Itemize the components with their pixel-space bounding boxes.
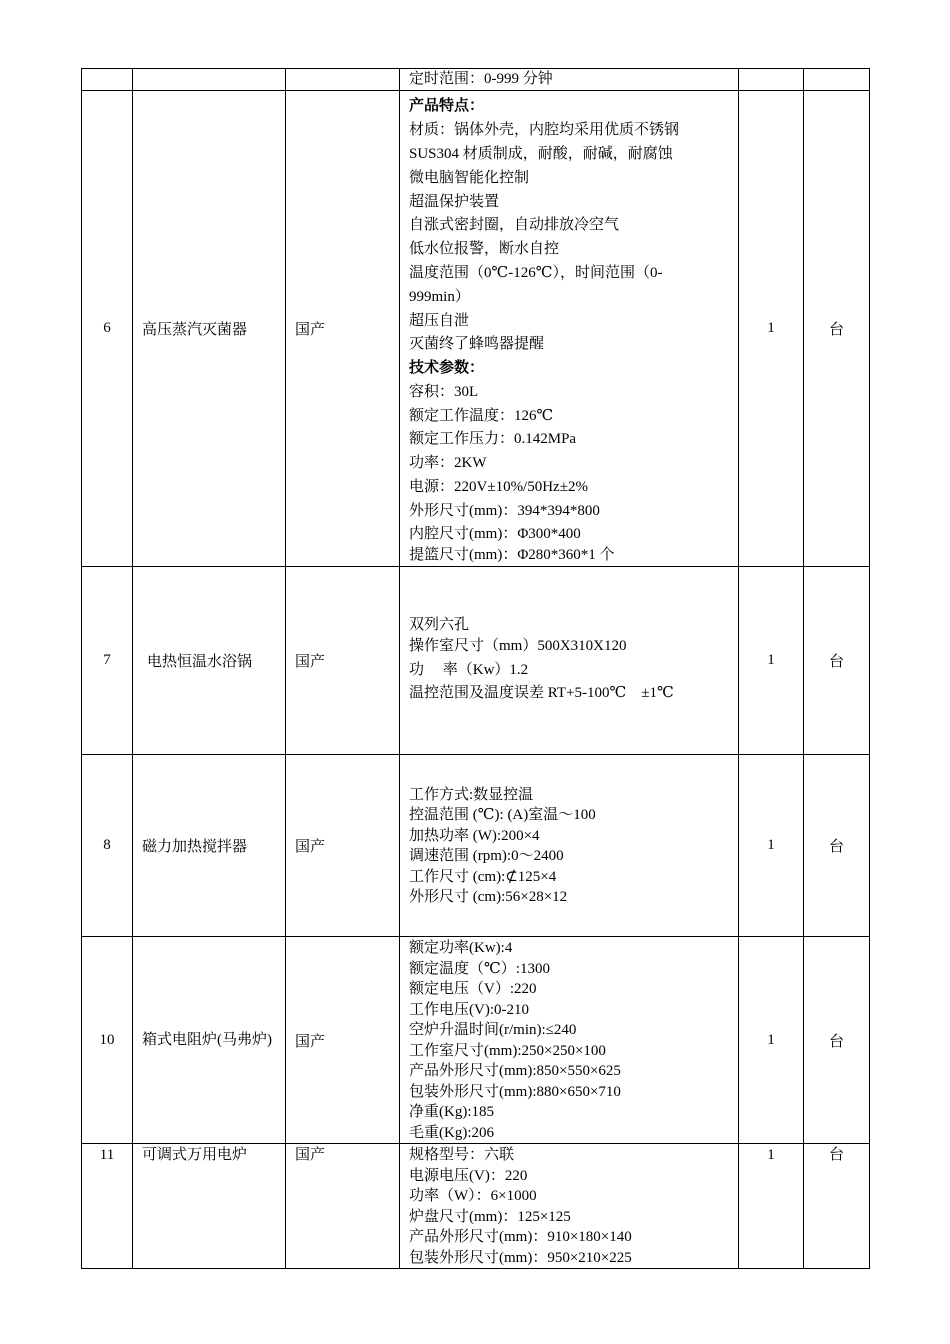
item-unit-cell: 台 (804, 1144, 870, 1269)
spec-line: 低水位报警，断水自控 (409, 241, 560, 258)
spec-line: SUS304 材质制成，耐酸，耐碱，耐腐蚀 (409, 145, 673, 162)
spec-line: 功 率（Kw）1.2 (409, 661, 529, 678)
spec-line: 产品外形尺寸(mm):850×550×625 (409, 1063, 621, 1079)
table-row (82, 567, 870, 755)
spec-line: 灭菌终了蜂鸣器提醒 (409, 336, 545, 353)
spec-line: 额定工作温度：126℃ (409, 407, 554, 424)
spec-line: 999min） (409, 288, 470, 305)
item-quantity-cell (739, 69, 804, 91)
item-name-cell (133, 69, 286, 91)
item-unit-cell (804, 69, 870, 91)
spec-line: 额定电压（V）:220 (409, 981, 537, 997)
spec-line: 规格型号：六联 (409, 1147, 515, 1163)
item-origin-cell: 国产 (286, 567, 400, 755)
spec-line: 定时范围：0-999 分钟 (409, 71, 553, 88)
item-quantity-cell: 1 (739, 91, 804, 567)
spec-line: 超温保护装置 (409, 193, 500, 210)
equipment-table (81, 68, 870, 1269)
spec-line: 超压自泄 (409, 312, 470, 329)
spec-line: 内腔尺寸(mm)：Φ300*400 (409, 525, 581, 542)
item-spec-cell (400, 567, 739, 755)
spec-line: 双列六孔 (409, 616, 470, 633)
spec-line: 包装外形尺寸(mm)：950×210×225 (409, 1249, 632, 1266)
spec-line: 工作室尺寸(mm):250×250×100 (409, 1042, 606, 1059)
item-origin-cell: 国产 (286, 937, 400, 1144)
table-row (82, 1144, 870, 1269)
item-unit-cell: 台 (804, 755, 870, 937)
item-number-cell: 7 (82, 567, 133, 755)
item-number-cell: 10 (82, 937, 133, 1144)
spec-line: 温控范围及温度误差 RT+5-100℃ ±1℃ (409, 685, 674, 702)
spec-line: 工作方式:数显控温 (409, 786, 534, 803)
item-number-cell: 6 (82, 91, 133, 567)
item-unit-cell: 台 (804, 91, 870, 567)
spec-line: 炉盘尺寸(mm)：125×125 (409, 1208, 571, 1225)
spec-line: 调速范围 (rpm):0～2400 (409, 848, 564, 864)
item-name-cell: 磁力加热搅拌器 (133, 755, 286, 937)
item-quantity-cell: 1 (739, 937, 804, 1144)
table-row (82, 755, 870, 937)
item-name-cell: 箱式电阻炉(马弗炉) (133, 937, 286, 1144)
table-row (82, 91, 870, 567)
item-name-cell: 电热恒温水浴锅 (133, 567, 286, 755)
spec-line: 控温范围 (℃): (A)室温～100 (409, 807, 596, 823)
spec-line: 功率（W）：6×1000 (409, 1188, 537, 1204)
item-origin-cell: 国产 (286, 91, 400, 567)
item-unit-cell: 台 (804, 567, 870, 755)
item-quantity-cell: 1 (739, 567, 804, 755)
spec-line: 包装外形尺寸(mm):880×650×710 (409, 1083, 621, 1100)
item-quantity-cell: 1 (739, 1144, 804, 1269)
spec-line: 电源电压(V)：220 (409, 1167, 528, 1184)
item-spec-cell (400, 755, 739, 937)
spec-line: 净重(Kg):185 (409, 1104, 494, 1120)
item-number-cell (82, 69, 133, 91)
item-origin-cell: 国产 (286, 755, 400, 937)
table-row (82, 69, 870, 91)
spec-line: 提篮尺寸(mm)：Φ280*360*1 个 (409, 546, 615, 563)
spec-line: 温度范围（0℃-126℃），时间范围（0- (409, 264, 663, 281)
spec-heading: 产品特点： (409, 98, 485, 115)
spec-line: 外形尺寸 (cm):56×28×12 (409, 889, 568, 905)
spec-line: 空炉升温时间(r/min):≤240 (409, 1022, 577, 1038)
spec-line: 额定功率(Kw):4 (409, 940, 513, 956)
item-spec-cell (400, 937, 739, 1144)
item-number-cell: 11 (82, 1144, 133, 1269)
item-quantity-cell: 1 (739, 755, 804, 937)
item-unit-cell: 台 (804, 937, 870, 1144)
spec-line: 加热功率 (W):200×4 (409, 827, 540, 844)
spec-line: 自涨式密封圈，自动排放冷空气 (409, 217, 620, 234)
spec-heading: 技术参数： (409, 360, 485, 377)
spec-line: 材质：锅体外壳，内腔均采用优质不锈钢 (409, 122, 680, 139)
item-name-cell: 高压蒸汽灭菌器 (133, 91, 286, 567)
item-spec-cell (400, 1144, 739, 1269)
spec-line: 外形尺寸(mm)：394*394*800 (409, 502, 600, 519)
item-origin-cell: 国产 (286, 1144, 400, 1269)
item-spec-cell (400, 69, 739, 91)
spec-line: 额定温度（℃）:1300 (409, 960, 550, 977)
spec-line: 额定工作压力：0.142MPa (409, 431, 577, 448)
spec-line: 电源：220V±10%/50Hz±2% (409, 479, 588, 496)
spec-line: 操作室尺寸（mm）500X310X120 (409, 637, 627, 654)
spec-line: 毛重(Kg):206 (409, 1124, 494, 1141)
spec-line: 微电脑智能化控制 (409, 169, 530, 186)
spec-line: 工作尺寸 (cm):⊄125×4 (409, 868, 557, 885)
spec-line: 工作电压(V):0-210 (409, 1001, 529, 1018)
spec-line: 容积：30L (409, 383, 479, 400)
spec-line: 产品外形尺寸(mm)：910×180×140 (409, 1229, 632, 1245)
item-spec-cell (400, 91, 739, 567)
item-origin-cell (286, 69, 400, 91)
spec-line: 功率：2KW (409, 455, 487, 472)
item-number-cell: 8 (82, 755, 133, 937)
table-row (82, 937, 870, 1144)
item-name-cell: 可调式万用电炉 (133, 1144, 286, 1269)
